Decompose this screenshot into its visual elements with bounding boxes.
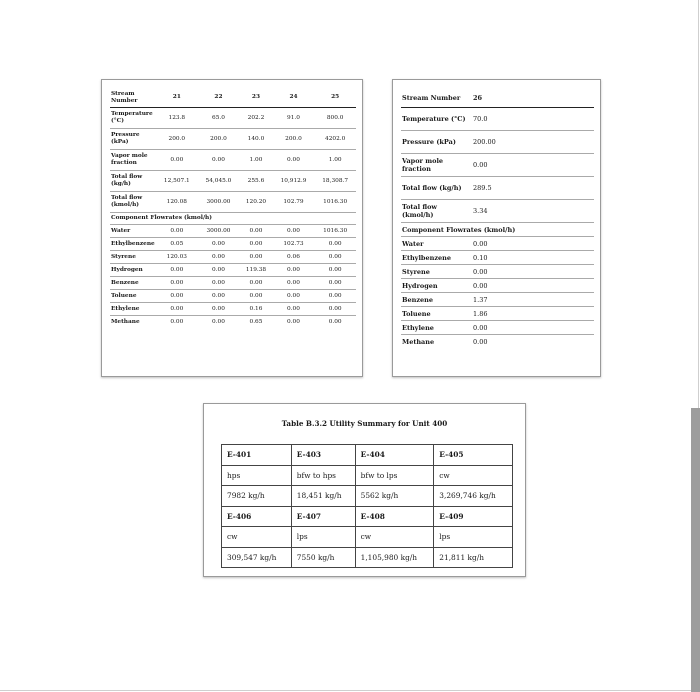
cell-value: 0.00 xyxy=(273,303,315,316)
row-label: Ethylene xyxy=(110,303,156,316)
cell-value: 0.00 xyxy=(198,150,240,171)
cell-value: 119.38 xyxy=(239,264,272,277)
row-label: Water xyxy=(110,225,156,238)
utility-flow: 18,451 kg/h xyxy=(291,486,355,507)
cell-value: 0.00 xyxy=(156,290,198,303)
cell-value: 0.00 xyxy=(471,154,594,177)
cell-value: 0.00 xyxy=(471,279,594,293)
cell-value: 0.00 xyxy=(471,321,594,335)
exchanger-id: E-404 xyxy=(355,445,434,466)
cell-value: 0.00 xyxy=(273,290,315,303)
cell-value: 91.0 xyxy=(273,108,315,129)
cell-value: 0.00 xyxy=(273,150,315,171)
cell-value: 102.73 xyxy=(273,238,315,251)
cell-value: 202.2 xyxy=(239,108,272,129)
row-label: Total flow (kg/h) xyxy=(110,171,156,192)
row-label: Ethylene xyxy=(401,321,471,335)
table-row xyxy=(401,200,594,223)
table-row xyxy=(110,192,356,213)
cell-value: 0.00 xyxy=(273,225,315,238)
cell-value: 1.86 xyxy=(471,307,594,321)
row-label: Hydrogen xyxy=(110,264,156,277)
cell-value: 1.00 xyxy=(314,150,356,171)
utility-flow: 7982 kg/h xyxy=(222,486,292,507)
table-row xyxy=(110,303,356,316)
stream-id: 26 xyxy=(471,88,594,108)
utility-flow: 1,105,980 kg/h xyxy=(355,547,434,568)
cell-value: 120.08 xyxy=(156,192,198,213)
cell-value: 1.00 xyxy=(239,150,272,171)
row-label: Styrene xyxy=(110,251,156,264)
row-label: Vapor mole fraction xyxy=(110,150,156,171)
cell-value: 0.00 xyxy=(198,290,240,303)
table-row xyxy=(401,293,594,307)
cell-value: 120.03 xyxy=(156,251,198,264)
cell-value: 65.0 xyxy=(198,108,240,129)
table-row xyxy=(401,131,594,154)
cell-value: 0.00 xyxy=(156,303,198,316)
table-row xyxy=(110,264,356,277)
table-row xyxy=(110,171,356,192)
cell-value: 0.00 xyxy=(198,264,240,277)
cell-value: 0.00 xyxy=(239,225,272,238)
cell-value: 0.00 xyxy=(239,290,272,303)
row-label: Hydrogen xyxy=(401,279,471,293)
cell-value: 1016.30 xyxy=(314,192,356,213)
stream-id: 23 xyxy=(239,88,272,108)
exchanger-id: E-405 xyxy=(434,445,513,466)
section-header-row xyxy=(110,213,356,225)
utility-type: cw xyxy=(434,465,513,486)
scrollbar[interactable] xyxy=(691,408,700,692)
cell-value: 0.00 xyxy=(198,277,240,290)
cell-value: 0.00 xyxy=(314,277,356,290)
row-label: Toluene xyxy=(110,290,156,303)
component-flowrates-heading: Component Flowrates (kmol/h) xyxy=(401,223,594,237)
cell-value: 200.0 xyxy=(273,129,315,150)
table-row xyxy=(110,251,356,264)
utility-summary-card xyxy=(203,403,526,577)
table-header-row xyxy=(110,88,356,108)
cell-value: 54,045.0 xyxy=(198,171,240,192)
table-row xyxy=(401,265,594,279)
table-row xyxy=(401,279,594,293)
cell-value: 0.00 xyxy=(314,264,356,277)
exchanger-id: E-407 xyxy=(291,506,355,527)
cell-value: 1.37 xyxy=(471,293,594,307)
row-label: Benzene xyxy=(110,277,156,290)
row-label: Total flow (kmol/h) xyxy=(110,192,156,213)
table-row xyxy=(110,290,356,303)
stream-table-card-side xyxy=(392,79,601,377)
cell-value: 0.00 xyxy=(212,318,225,325)
table-row xyxy=(401,251,594,265)
table-row xyxy=(401,307,594,321)
row-label: Vapor mole fraction xyxy=(401,154,471,177)
cell-value: 0.00 xyxy=(198,238,240,251)
component-flowrates-heading: Component Flowrates (kmol/h) xyxy=(110,213,356,225)
utility-type: cw xyxy=(355,527,434,548)
row-label: Benzene xyxy=(401,293,471,307)
row-label: Methane xyxy=(111,318,140,325)
exchanger-id: E-406 xyxy=(222,506,292,527)
row-label: Temperature (°C) xyxy=(110,108,156,129)
cell-value: 0.00 xyxy=(273,264,315,277)
cell-value: 0.00 xyxy=(239,238,272,251)
table-row xyxy=(222,547,513,568)
stream-id: 25 xyxy=(314,88,356,108)
utility-type: cw xyxy=(222,527,292,548)
row-label: Total flow (kg/h) xyxy=(401,177,471,200)
utility-summary-table xyxy=(221,444,513,568)
table-row xyxy=(401,237,594,251)
cell-value: 3000.00 xyxy=(198,225,240,238)
row-label: Styrene xyxy=(401,265,471,279)
cell-value: 0.00 xyxy=(314,251,356,264)
table-row xyxy=(110,277,356,290)
row-label: Temperature (°C) xyxy=(401,108,471,131)
cell-value: 0.00 xyxy=(156,264,198,277)
table-row xyxy=(110,129,356,150)
cell-value: 0.00 xyxy=(287,318,300,325)
utility-type: lps xyxy=(434,527,513,548)
cell-value: 12,507.1 xyxy=(156,171,198,192)
exchanger-id: E-408 xyxy=(355,506,434,527)
section-header-row xyxy=(401,223,594,237)
table-row xyxy=(222,486,513,507)
row-label: Pressure (kPa) xyxy=(401,131,471,154)
cell-value: 0.00 xyxy=(473,337,488,346)
row-label: Pressure (kPa) xyxy=(110,129,156,150)
utility-flow: 7550 kg/h xyxy=(291,547,355,568)
stream-number-label: Stream Number xyxy=(110,88,156,108)
row-label: Water xyxy=(401,237,471,251)
cell-value: 10,912.9 xyxy=(273,171,315,192)
utility-type: hps xyxy=(222,465,292,486)
row-label: Methane xyxy=(402,337,435,346)
cell-value: 140.0 xyxy=(239,129,272,150)
stream-id: 22 xyxy=(198,88,240,108)
cell-value: 3.34 xyxy=(471,200,594,223)
utility-flow: 5562 kg/h xyxy=(355,486,434,507)
table-row xyxy=(222,445,513,466)
stream-id: 21 xyxy=(156,88,198,108)
cell-value: 0.65 xyxy=(249,318,263,325)
cell-value: 1016.30 xyxy=(314,225,356,238)
cell-value: 0.16 xyxy=(239,303,272,316)
table-row xyxy=(401,321,594,335)
cell-value: 0.00 xyxy=(239,251,272,264)
table-row xyxy=(222,465,513,486)
cell-value: 289.5 xyxy=(471,177,594,200)
cell-value: 0.00 xyxy=(156,225,198,238)
utility-type: bfw to lps xyxy=(355,465,434,486)
stream-number-label: Stream Number xyxy=(401,88,471,108)
table-row xyxy=(222,527,513,548)
cell-value: 3000.00 xyxy=(198,192,240,213)
stream-table-side xyxy=(401,88,594,348)
utility-flow: 21,811 kg/h xyxy=(434,547,513,568)
stream-table-card-main xyxy=(101,79,363,377)
cell-value: 0.00 xyxy=(156,277,198,290)
stream-id: 24 xyxy=(273,88,315,108)
row-label: Toluene xyxy=(401,307,471,321)
table-row xyxy=(222,506,513,527)
table-row xyxy=(110,150,356,171)
cell-value: 200.00 xyxy=(471,131,594,154)
cell-value: 0.00 xyxy=(273,277,315,290)
cell-value: 0.05 xyxy=(156,238,198,251)
cell-value: 0.00 xyxy=(198,251,240,264)
table-row xyxy=(110,225,356,238)
cell-value: 0.00 xyxy=(314,290,356,303)
cell-value: 102.79 xyxy=(273,192,315,213)
exchanger-id: E-403 xyxy=(291,445,355,466)
utility-summary-title: Table B.3.2 Utility Summary for Unit 400 xyxy=(281,419,448,428)
table-row xyxy=(110,238,356,251)
cell-value: 0.00 xyxy=(170,318,184,325)
row-label: Ethylbenzene xyxy=(401,251,471,265)
table-row xyxy=(401,335,594,349)
cell-value: 70.0 xyxy=(471,108,594,131)
cell-value: 0.00 xyxy=(239,277,272,290)
utility-flow: 309,547 kg/h xyxy=(222,547,292,568)
table-header-row xyxy=(401,88,594,108)
table-row xyxy=(401,108,594,131)
cell-value: 0.00 xyxy=(198,303,240,316)
row-label: Total flow (kmol/h) xyxy=(401,200,471,223)
stream-table-main xyxy=(110,88,356,328)
cell-value: 0.10 xyxy=(471,251,594,265)
table-row xyxy=(110,108,356,129)
exchanger-id: E-409 xyxy=(434,506,513,527)
cell-value: 0.00 xyxy=(314,303,356,316)
table-row xyxy=(401,154,594,177)
cell-value: 0.00 xyxy=(328,318,342,325)
cell-value: 200.0 xyxy=(198,129,240,150)
cell-value: 0.00 xyxy=(471,265,594,279)
utility-type: lps xyxy=(291,527,355,548)
row-label: Ethylbenzene xyxy=(110,238,156,251)
cell-value: 0.00 xyxy=(156,150,198,171)
utility-flow: 3,269,746 kg/h xyxy=(434,486,513,507)
cell-value: 800.0 xyxy=(314,108,356,129)
cell-value: 255.6 xyxy=(239,171,272,192)
utility-type: bfw to hps xyxy=(291,465,355,486)
cell-value: 120.20 xyxy=(239,192,272,213)
cell-value: 0.06 xyxy=(273,251,315,264)
table-row xyxy=(110,316,356,329)
exchanger-id: E-401 xyxy=(222,445,292,466)
cell-value: 4202.0 xyxy=(314,129,356,150)
cell-value: 0.00 xyxy=(471,237,594,251)
table-row xyxy=(401,177,594,200)
cell-value: 18,308.7 xyxy=(314,171,356,192)
cell-value: 123.8 xyxy=(156,108,198,129)
cell-value: 200.0 xyxy=(156,129,198,150)
cell-value: 0.00 xyxy=(314,238,356,251)
